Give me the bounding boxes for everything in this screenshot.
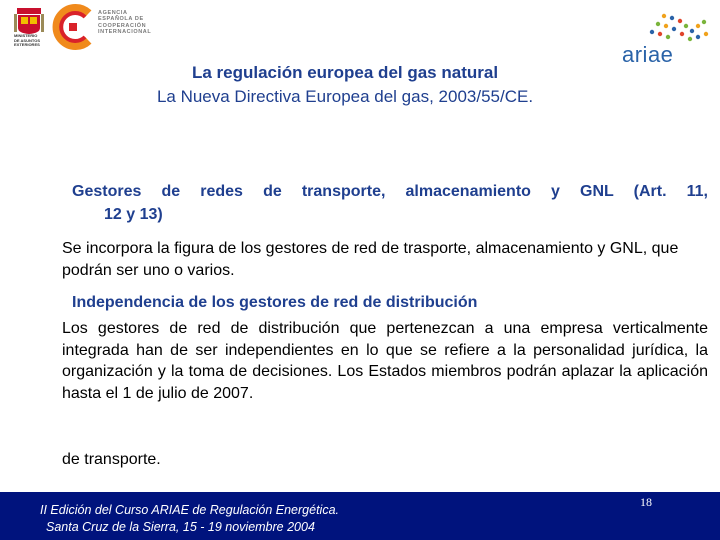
section2-heading: Independencia de los gestores de red de distribución: [72, 294, 478, 311]
ariae-dots-icon: [612, 12, 712, 44]
footer-location-date: Santa Cruz de la Sierra, 15 - 19 noviembre 2004: [46, 520, 315, 534]
section1-body: Se incorpora la figura de los gestores de red de trasporte, almacenamiento y GNL, que podrán ser uno o varios.: [62, 240, 679, 279]
ministry-caption: MINISTERIO DE ASUNTOS EXTERIORES: [14, 33, 41, 47]
section1-heading: [72, 180, 708, 226]
aecid-logo-icon: [50, 4, 96, 50]
footer-bar: [0, 492, 720, 540]
section1-heading-line1: Gestores de redes de transporte, almacenamiento y GNL (Art. 11,: [72, 183, 708, 200]
slide-title: La regulación europea del gas natural: [191, 63, 499, 82]
header-logos-left: [8, 4, 158, 54]
ariae-logo: [612, 12, 712, 68]
ariae-logo-text: ariae: [622, 42, 674, 67]
section1-heading-line2: 12 y 13): [104, 206, 163, 223]
footer-course-name: II Edición del Curso ARIAE de Regulación Energética.: [40, 503, 340, 517]
section2-body: Los gestores de red de distribución que pertenezcan a una empresa verticalmente integrada han de ser independientes en lo que se refiere a la personalidad jurídica, la organización y la toma de decisiones. Los Estados miembros podrán aplazar la aplicación hasta el 1 de julio de 2007.: [62, 320, 708, 402]
page-number: 18: [640, 495, 652, 509]
tail-text: de transporte.: [62, 451, 161, 468]
slide-subtitle: La Nueva Directiva Europea del gas, 2003/55/CE.: [156, 87, 534, 106]
aecid-logo-text: AGENCIA ESPAÑOLA DE COOPERACIÓN INTERNACIONAL: [98, 10, 152, 36]
